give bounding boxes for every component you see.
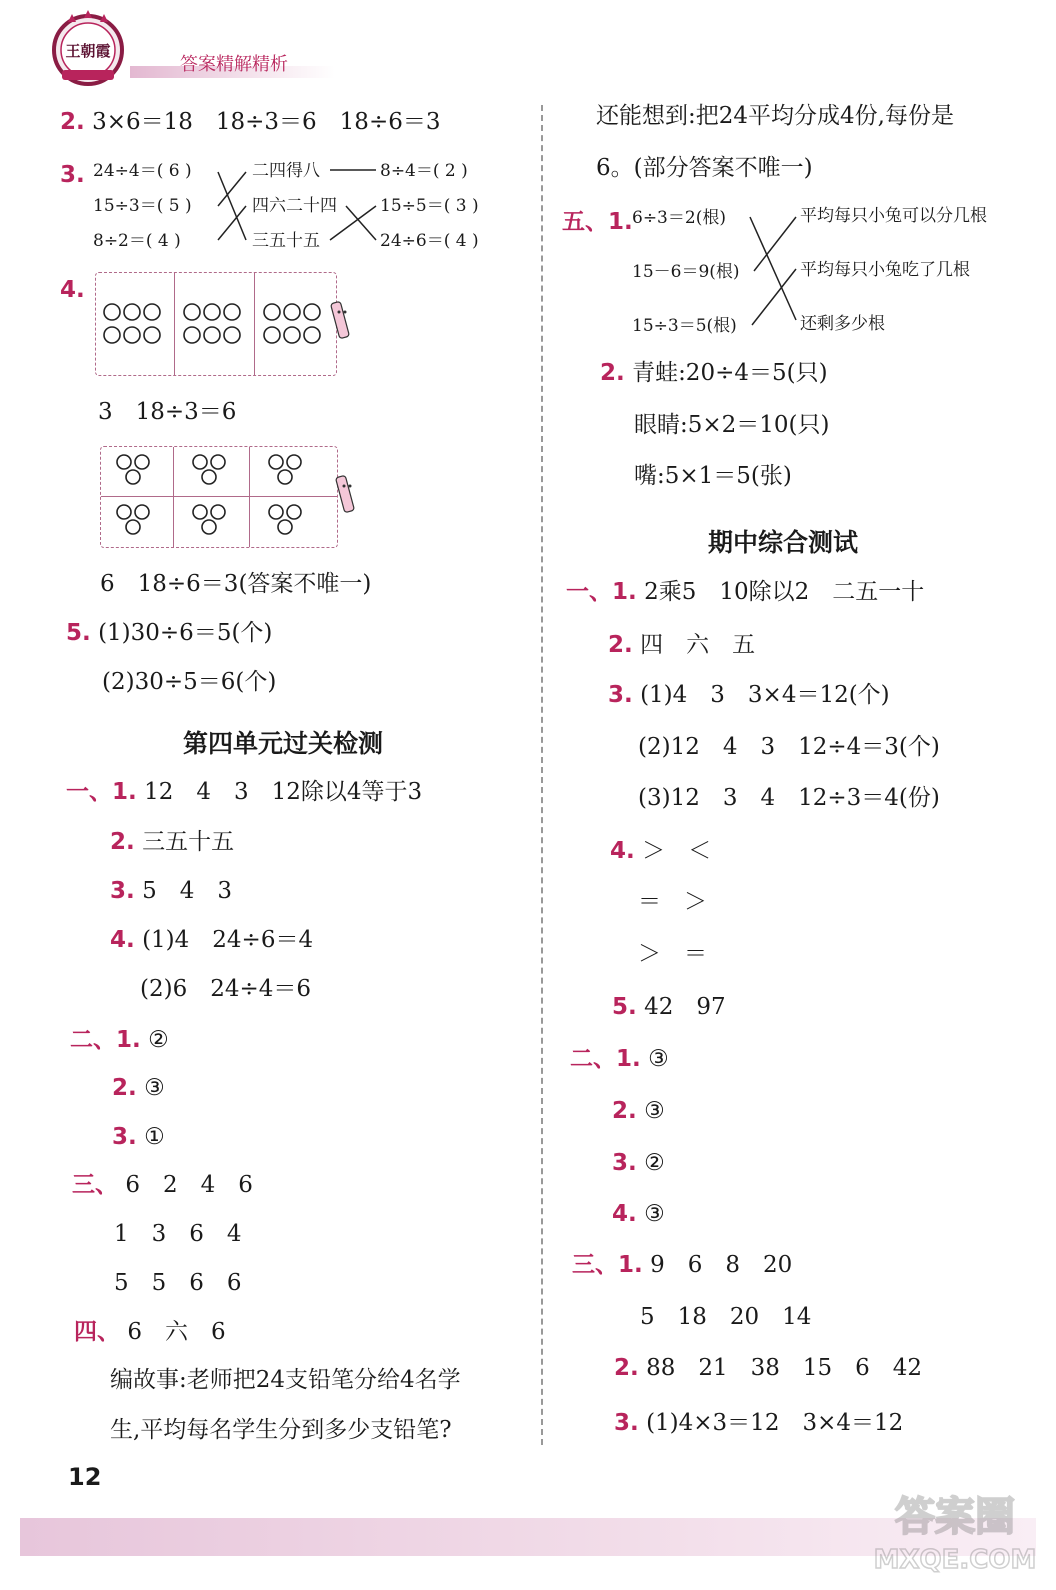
match-question-3: 还剩多少根 bbox=[800, 314, 885, 334]
match-mid-2: 四六二十四 bbox=[252, 196, 337, 216]
answer-line: 6。(部分答案不唯一) bbox=[596, 155, 813, 181]
item-number: 5. bbox=[612, 994, 637, 1020]
watermark-text-1: 答案圈 bbox=[895, 1494, 1015, 1540]
answer-line bbox=[72, 1170, 253, 1200]
answer-line: 6 18÷6＝3(答案不唯一) bbox=[100, 571, 372, 597]
item-number: 4. bbox=[610, 838, 635, 864]
answer-text: (1)4 3 3×4＝12(个) bbox=[640, 682, 890, 708]
answer-text: ③ bbox=[644, 1098, 665, 1124]
item-number: 五、1. bbox=[562, 209, 633, 235]
section-heading: 第四单元过关检测 bbox=[183, 729, 384, 758]
answer-line: 编故事:老师把24支铅笔分给4名学 bbox=[110, 1367, 461, 1393]
answer-text: (1)4×3＝12 3×4＝12 bbox=[646, 1410, 904, 1436]
answer-line bbox=[110, 925, 313, 955]
watermark-text-2: MXQE.COM bbox=[873, 1545, 1037, 1575]
answer-text: 6 六 6 bbox=[127, 1319, 226, 1345]
item-number: 3. bbox=[110, 878, 135, 904]
answer-line bbox=[70, 1025, 169, 1055]
answer-line bbox=[572, 1250, 792, 1280]
item-number: 2. bbox=[110, 829, 135, 855]
answer-line bbox=[66, 618, 272, 648]
answer-text: 88 21 38 15 6 42 bbox=[646, 1355, 923, 1381]
answer-line: (2)30÷5＝6(个) bbox=[102, 669, 277, 695]
match-question-2: 平均每只小兔吃了几根 bbox=[800, 260, 970, 280]
answer-line: 3 18÷3＝6 bbox=[98, 399, 237, 425]
answer-line bbox=[112, 1073, 165, 1103]
answer-text: 6 2 4 6 bbox=[125, 1172, 253, 1198]
answer-line: 嘴:5×1＝5(张) bbox=[634, 463, 792, 489]
answer-line: ＞ ＝ bbox=[638, 941, 707, 967]
answer-text: ② bbox=[148, 1027, 169, 1053]
item-number: 2. bbox=[112, 1075, 137, 1101]
answer-text: (1)4 24÷6＝4 bbox=[142, 927, 314, 953]
item-number: 4. bbox=[60, 277, 85, 303]
item-number: 2. bbox=[600, 360, 625, 386]
header-title: 答案精解精析 bbox=[180, 54, 288, 75]
watermark-logo bbox=[870, 1478, 1040, 1578]
match-left-2: 15÷3＝( 5 ) bbox=[93, 196, 192, 216]
item-number: 3. bbox=[112, 1124, 137, 1150]
answer-text: 3×6＝18 18÷3＝6 18÷6＝3 bbox=[92, 109, 441, 135]
circles-six-groups bbox=[100, 446, 370, 546]
answer-line bbox=[566, 577, 924, 607]
answer-text: ③ bbox=[144, 1075, 165, 1101]
answer-text: 9 6 8 20 bbox=[650, 1252, 793, 1278]
matching-lines bbox=[0, 0, 1056, 360]
answer-line bbox=[610, 836, 711, 866]
match-right-3: 24÷6＝( 4 ) bbox=[380, 231, 479, 251]
item-number: 5. bbox=[66, 620, 91, 646]
answer-line: (2)12 4 3 12÷4＝3(个) bbox=[638, 734, 940, 760]
item-number: 三、1. bbox=[572, 1252, 643, 1278]
item-number: 2. bbox=[614, 1355, 639, 1381]
answer-text: 三五十五 bbox=[142, 829, 235, 855]
answer-line bbox=[612, 992, 726, 1022]
answer-line: 5 5 6 6 bbox=[114, 1270, 242, 1296]
match-eq-2: 15－6＝9(根) bbox=[632, 262, 740, 282]
pencil-icon bbox=[336, 475, 355, 512]
answer-line bbox=[110, 876, 232, 906]
match-question-1: 平均每只小兔可以分几根 bbox=[800, 206, 987, 226]
answer-text: ② bbox=[644, 1150, 665, 1176]
item-number: 3. bbox=[60, 162, 85, 188]
item-number: 3. bbox=[614, 1410, 639, 1436]
answer-line: 生,平均每名学生分到多少支铅笔? bbox=[110, 1417, 452, 1443]
answer-text: 12 4 3 12除以4等于3 bbox=[144, 779, 423, 805]
answer-line bbox=[570, 1044, 669, 1074]
match-right-2: 15÷5＝( 3 ) bbox=[380, 196, 479, 216]
item-number: 二、1. bbox=[570, 1046, 641, 1072]
answer-line: 5 18 20 14 bbox=[640, 1304, 812, 1330]
item-number: 一、1. bbox=[566, 579, 637, 605]
item-number: 三、 bbox=[72, 1172, 118, 1198]
logo-lettering: 王朝霞 bbox=[65, 42, 111, 60]
answer-line: 还能想到:把24平均分成4份,每份是 bbox=[596, 103, 954, 129]
answer-line: (3)12 3 4 12÷3＝4(份) bbox=[638, 785, 940, 811]
match-eq-3: 15÷3＝5(根) bbox=[632, 316, 737, 336]
answer-line bbox=[612, 1148, 665, 1178]
answer-text: 四 六 五 bbox=[640, 632, 756, 658]
item-number: 3. bbox=[608, 682, 633, 708]
item-number: 二、1. bbox=[70, 1027, 141, 1053]
answer-line bbox=[614, 1408, 903, 1438]
item-number: 一、1. bbox=[66, 779, 137, 805]
item-number: 2. bbox=[608, 632, 633, 658]
answer-line: 1 3 6 4 bbox=[114, 1221, 242, 1247]
match-mid-3: 三五十五 bbox=[252, 231, 320, 251]
match-left-3: 8÷2＝( 4 ) bbox=[93, 231, 181, 251]
answer-line bbox=[608, 630, 755, 660]
answer-text: 5 4 3 bbox=[142, 878, 232, 904]
item-number: 2. bbox=[612, 1098, 637, 1124]
match-mid-1: 二四得八 bbox=[252, 161, 320, 181]
item-number: 4. bbox=[612, 1201, 637, 1227]
answer-line bbox=[612, 1096, 665, 1126]
answer-text: 青蛙:20÷4＝5(只) bbox=[632, 360, 828, 386]
answer-line bbox=[608, 680, 890, 710]
answer-text: ③ bbox=[648, 1046, 669, 1072]
answer-text: ③ bbox=[644, 1201, 665, 1227]
answer-line bbox=[600, 358, 828, 388]
match-right-1: 8÷4＝( 2 ) bbox=[380, 161, 468, 181]
answer-line bbox=[66, 777, 422, 807]
answer-text: 42 97 bbox=[644, 994, 726, 1020]
answer-text: (1)30÷6＝5(个) bbox=[98, 620, 273, 646]
item-number: 四、 bbox=[74, 1319, 120, 1345]
answer-line bbox=[612, 1199, 665, 1229]
answer-line: ＝ ＞ bbox=[638, 889, 707, 915]
page-number: 12 bbox=[68, 1463, 102, 1491]
item-number: 4. bbox=[110, 927, 135, 953]
answer-text: ① bbox=[144, 1124, 165, 1150]
answer-text: ＞ ＜ bbox=[642, 838, 712, 864]
item-number: 3. bbox=[612, 1150, 637, 1176]
answer-line: (2)6 24÷4＝6 bbox=[140, 976, 312, 1002]
match-left-1: 24÷4＝( 6 ) bbox=[93, 161, 192, 181]
answer-text: 2乘5 10除以2 二五一十 bbox=[644, 579, 925, 605]
answer-line bbox=[110, 827, 234, 857]
item-number: 2. bbox=[60, 109, 85, 135]
match-eq-1: 6÷3＝2(根) bbox=[632, 208, 726, 228]
answer-line bbox=[112, 1122, 165, 1152]
answer-line bbox=[614, 1353, 922, 1383]
answer-line: 眼睛:5×2＝10(只) bbox=[634, 412, 830, 438]
section-heading: 期中综合测试 bbox=[708, 528, 859, 557]
answer-line bbox=[74, 1317, 226, 1347]
